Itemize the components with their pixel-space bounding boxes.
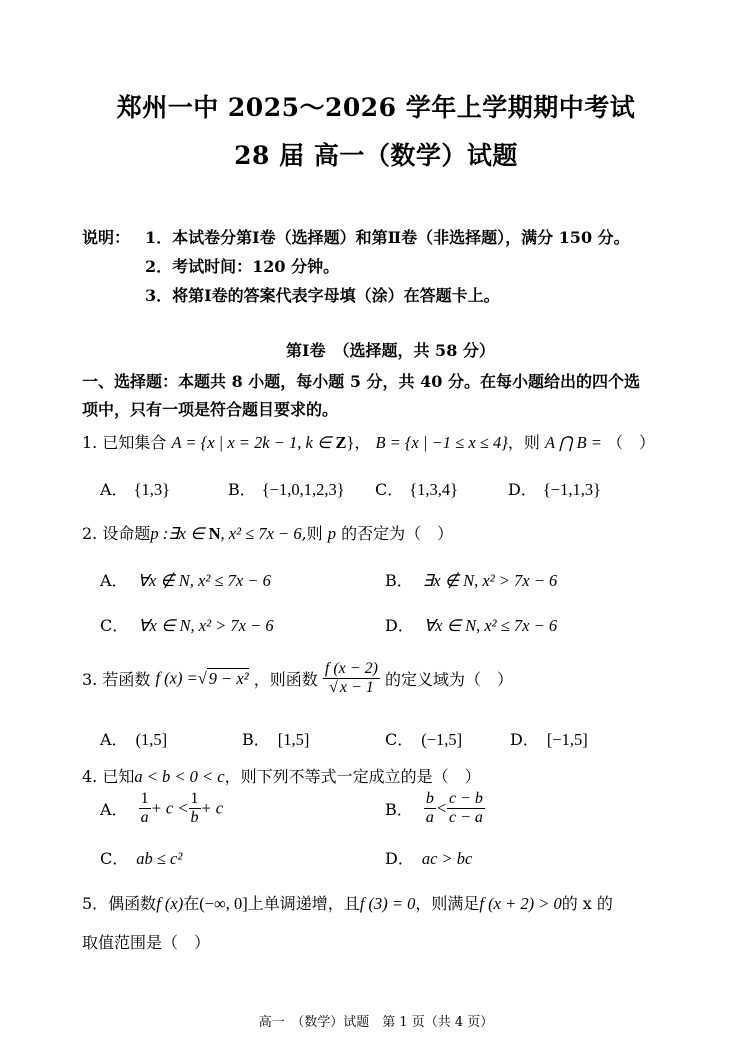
q1-paren: （ ）: [606, 433, 655, 452]
q4-b-frac2-num: c − b: [449, 790, 483, 807]
q3-option-d: [510, 727, 588, 750]
q5-b: 在: [183, 894, 200, 913]
q2-option-c: [100, 613, 274, 636]
q4-a-frac1: [139, 790, 151, 827]
q3-c-label: C．: [385, 730, 414, 749]
q4-a-mid: + c <: [150, 798, 189, 818]
q1-set-a-end: }: [346, 433, 355, 452]
question-1-stem: [82, 430, 655, 453]
q2-b-value: ∃x ∉ N, x² > 7x − 6: [422, 571, 558, 590]
q3-d-label: D．: [510, 730, 539, 749]
q2-a-value: ∀x ∉ N, x² ≤ 7x − 6: [137, 571, 271, 590]
question-3-stem: [82, 660, 513, 697]
q3-numerator: f (x − 2): [324, 660, 378, 677]
q3-option-a: [100, 727, 167, 750]
q2-p: p: [327, 524, 337, 543]
q4-c-value: ab ≤ c²: [136, 849, 183, 868]
question-4-stem: [82, 764, 481, 787]
q2-option-b: [385, 568, 557, 591]
q1-option-d: [508, 477, 601, 500]
q2-tail: ,则: [301, 524, 323, 543]
q3-den-radicand: x − 1: [339, 679, 374, 696]
q3-sqrt-sign: √: [197, 668, 207, 688]
q5-c: 上单调递增，且: [247, 894, 360, 913]
q2-prefix: 2. 设命题: [82, 524, 151, 543]
q2-d-value: ∀x ∈ N, x² ≤ 7x − 6: [423, 616, 558, 635]
q1-d-label: D．: [508, 480, 537, 499]
q5-ineq: f (x + 2) > 0: [479, 894, 562, 913]
q3-c-value: (−1,5]: [421, 730, 463, 749]
q4-tail: ，则下列不等式一定成立的是（ ）: [224, 767, 481, 786]
q3-a-label: A．: [100, 730, 128, 749]
q4-d-value: ac > bc: [421, 849, 473, 868]
q4-b-lt: <: [435, 798, 447, 818]
part1-instructions-line1: 一、选择题：本题共 8 小题，每小题 5 分，共 40 分。在每小题给出的四个选: [82, 372, 640, 391]
q3-tail: 的定义域为（ ）: [385, 670, 514, 689]
q4-b-label: B．: [385, 800, 413, 819]
q2-c-value: ∀x ∈ N, x² > 7x − 6: [138, 616, 274, 635]
q4-b-frac1: [424, 790, 436, 827]
q4-b-frac1-den: a: [425, 809, 434, 826]
q1-ask: A ⋂ B =: [544, 433, 602, 452]
q1-b-label: B．: [228, 480, 256, 499]
q2-option-a: [100, 568, 271, 591]
q4-b-frac2-den: c − a: [449, 809, 483, 826]
q3-fraction: [323, 660, 380, 697]
page-footer: 高一 （数学）试题 第 1 页（共 4 页）: [258, 1015, 494, 1030]
q4-a-end: + c: [200, 798, 224, 818]
q4-b-frac2: [447, 790, 485, 827]
q1-set-b: B = {x | −1 ≤ x ≤ 4}: [375, 433, 508, 452]
q1-c-label: C．: [375, 480, 404, 499]
question-2-stem: [82, 521, 453, 544]
q1-d-value: {−1,1,3}: [542, 480, 601, 499]
question-5-line2: 取值范围是（ ）: [82, 933, 211, 952]
notes-label: 说明：: [82, 228, 131, 247]
q3-b-label: B．: [242, 730, 270, 749]
q1-c-value: {1,3,4}: [409, 480, 459, 499]
q2-tail2: 的否定为（ ）: [341, 524, 454, 543]
q4-a-frac2-den: b: [190, 809, 199, 826]
q3-radicand: 9 − x²: [208, 668, 249, 688]
q2-prop-n: N: [208, 524, 221, 543]
q4-a-frac1-den: a: [140, 809, 149, 826]
q4-prefix: 4. 已知: [82, 767, 135, 786]
q4-option-d: [385, 846, 472, 869]
q1-option-a: [100, 477, 170, 500]
q4-a-frac2-num: 1: [190, 790, 199, 807]
exam-subtitle: 28 届 高一（数学）试题: [234, 141, 518, 170]
q5-e: 的 x 的: [561, 894, 613, 913]
q1-set-a: A = {x | x = 2k − 1, k ∈: [171, 433, 336, 452]
q3-b-value: [1,5]: [277, 730, 310, 749]
note-1: 1．本试卷分第Ⅰ卷（选择题）和第Ⅱ卷（非选择题），满分 150 分。: [145, 228, 630, 247]
q2-b-label: B．: [385, 571, 413, 590]
q2-d-label: D．: [385, 616, 414, 635]
q2-option-d: [385, 613, 557, 636]
q5-d: ，则满足: [415, 894, 480, 913]
q4-option-a: [100, 790, 223, 827]
q3-mid: ，则函数: [253, 670, 318, 689]
q3-option-b: [242, 727, 309, 750]
q5-a: 5．偶函数: [82, 894, 157, 913]
q4-option-c: [100, 846, 182, 869]
q1-option-c: [375, 477, 458, 500]
section-header: 第Ⅰ卷 （选择题，共 58 分）: [286, 341, 495, 360]
q3-a-value: (1,5]: [135, 730, 168, 749]
q4-d-label: D．: [385, 849, 414, 868]
q1-option-b: [228, 477, 345, 500]
part1-instructions-line2: 项中，只有一项是符合题目要求的。: [82, 400, 339, 419]
q3-option-c: [385, 727, 462, 750]
q1-set-a-z: Z: [335, 433, 347, 452]
q3-fx: f (x) =: [155, 668, 198, 688]
q1-tail: ，则: [507, 433, 540, 452]
q3-denominator: [323, 678, 380, 697]
q1-sep: ，: [354, 433, 371, 452]
q3-prefix: 3. 若函数: [82, 670, 151, 689]
q2-prop-rest: , x² ≤ 7x − 6: [220, 524, 302, 543]
q5-f3: f (3) = 0: [359, 894, 416, 913]
q3-d-value: [−1,5]: [546, 730, 588, 749]
q4-a-frac2: [189, 790, 201, 827]
note-2: 2．考试时间：120 分钟。: [145, 257, 340, 276]
question-5-line1: [82, 891, 613, 914]
q1-a-value: {1,3}: [133, 480, 171, 499]
q1-a-label: A．: [100, 480, 128, 499]
q4-a-label: A．: [100, 800, 128, 819]
q3-den-sqrt-sign: √: [329, 679, 338, 696]
q4-option-b: [385, 790, 485, 827]
q4-c-label: C．: [100, 849, 129, 868]
q1-b-value: {−1,0,1,2,3}: [261, 480, 345, 499]
q4-condition: a < b < 0 < c: [134, 767, 225, 786]
q2-c-label: C．: [100, 616, 129, 635]
note-3: 3．将第Ⅰ卷的答案代表字母填（涂）在答题卡上。: [145, 286, 500, 305]
q5-interval: (−∞, 0]: [199, 894, 248, 913]
q2-a-label: A．: [100, 571, 128, 590]
q4-a-frac1-num: 1: [140, 790, 149, 807]
q2-prop: p :∃x ∈: [150, 524, 209, 543]
q4-b-frac1-num: b: [425, 790, 434, 807]
q1-prefix: 1. 已知集合: [82, 433, 167, 452]
exam-title: 郑州一中 2025～2026 学年上学期期中考试: [116, 93, 636, 122]
q5-f: f (x): [156, 894, 184, 913]
